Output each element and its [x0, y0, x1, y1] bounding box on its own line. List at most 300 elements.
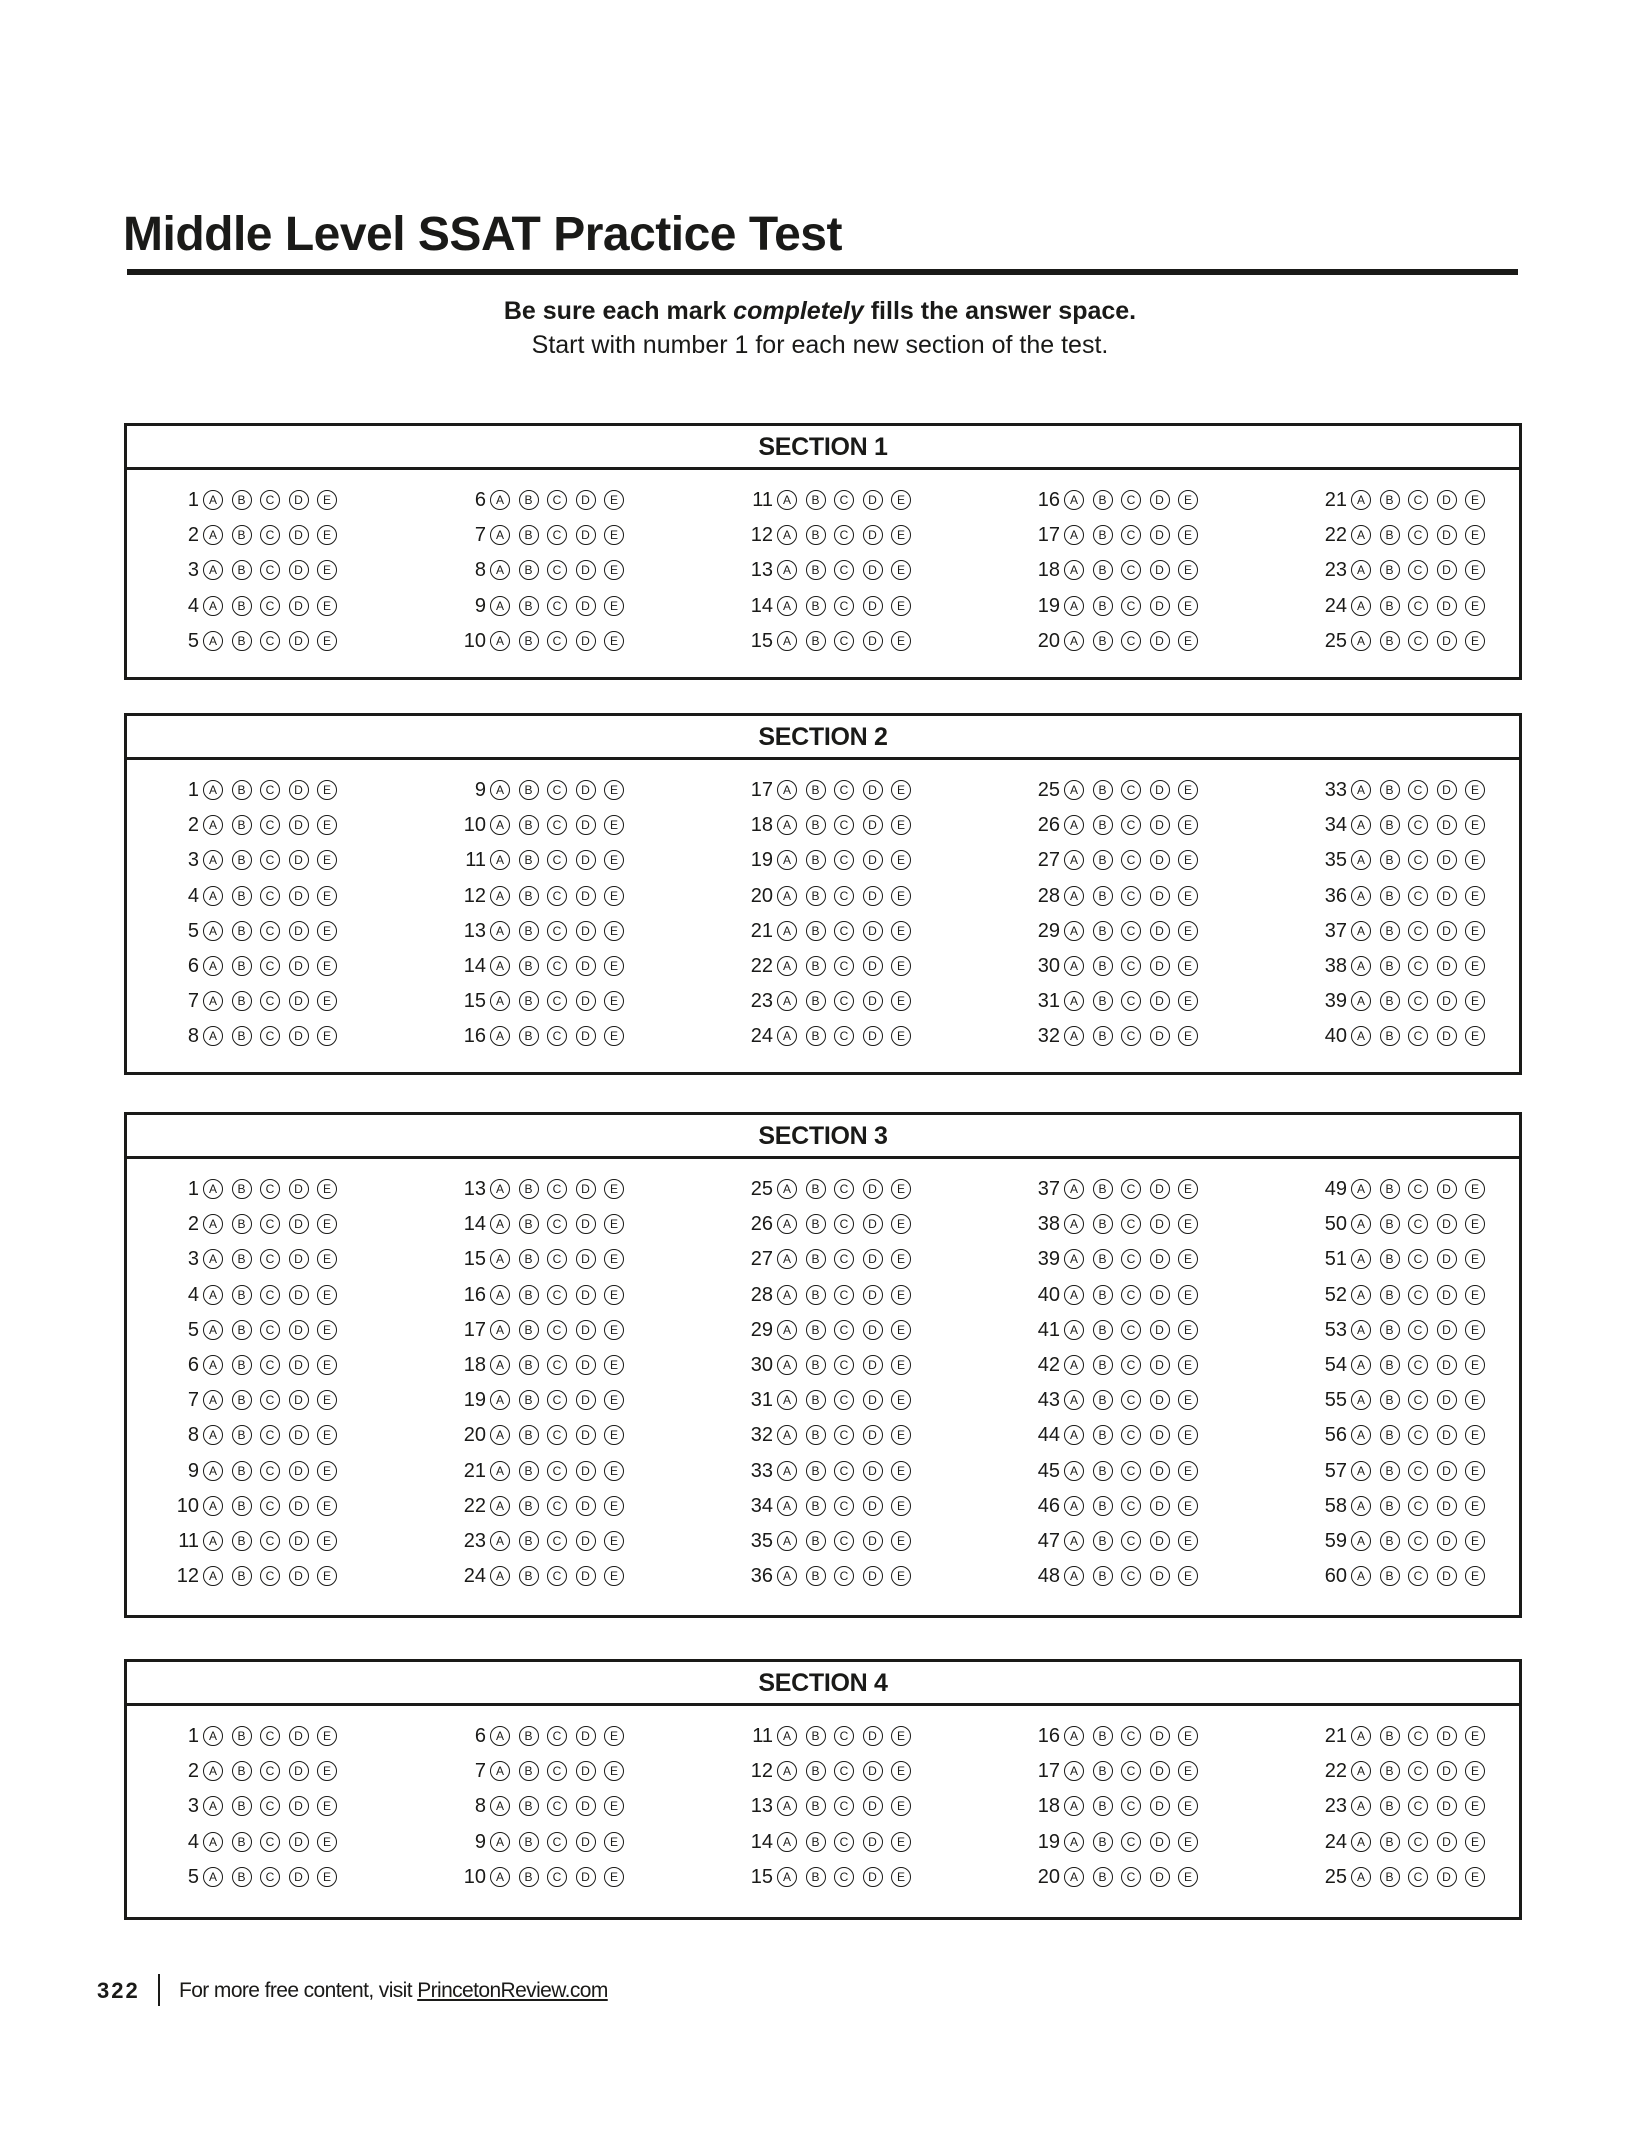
- answer-bubble-d[interactable]: D: [1150, 886, 1170, 906]
- answer-bubble-d[interactable]: D: [576, 1796, 596, 1816]
- answer-bubble-c[interactable]: C: [834, 815, 854, 835]
- answer-bubble-d[interactable]: D: [576, 1390, 596, 1410]
- answer-bubble-e[interactable]: E: [1178, 1179, 1198, 1199]
- answer-bubble-c[interactable]: C: [1121, 815, 1141, 835]
- answer-bubble-c[interactable]: C: [834, 525, 854, 545]
- answer-bubble-e[interactable]: E: [317, 1867, 337, 1887]
- answer-bubble-a[interactable]: A: [1351, 1179, 1371, 1199]
- answer-bubble-b[interactable]: B: [519, 1285, 539, 1305]
- answer-bubble-e[interactable]: E: [891, 1214, 911, 1234]
- answer-bubble-e[interactable]: E: [1178, 991, 1198, 1011]
- answer-bubble-b[interactable]: B: [232, 1179, 252, 1199]
- answer-bubble-d[interactable]: D: [289, 1355, 309, 1375]
- answer-bubble-d[interactable]: D: [289, 1320, 309, 1340]
- answer-bubble-c[interactable]: C: [1121, 490, 1141, 510]
- answer-bubble-c[interactable]: C: [1408, 1796, 1428, 1816]
- answer-bubble-a[interactable]: A: [490, 1796, 510, 1816]
- answer-bubble-b[interactable]: B: [519, 1026, 539, 1046]
- answer-bubble-b[interactable]: B: [806, 1249, 826, 1269]
- answer-bubble-a[interactable]: A: [490, 780, 510, 800]
- answer-bubble-d[interactable]: D: [1150, 1320, 1170, 1340]
- answer-bubble-a[interactable]: A: [1064, 921, 1084, 941]
- answer-bubble-b[interactable]: B: [806, 850, 826, 870]
- answer-bubble-b[interactable]: B: [1380, 886, 1400, 906]
- answer-bubble-b[interactable]: B: [1380, 1461, 1400, 1481]
- answer-bubble-b[interactable]: B: [232, 991, 252, 1011]
- answer-bubble-c[interactable]: C: [547, 815, 567, 835]
- answer-bubble-d[interactable]: D: [576, 780, 596, 800]
- answer-bubble-c[interactable]: C: [260, 1832, 280, 1852]
- answer-bubble-d[interactable]: D: [576, 631, 596, 651]
- answer-bubble-d[interactable]: D: [576, 596, 596, 616]
- answer-bubble-e[interactable]: E: [891, 1531, 911, 1551]
- answer-bubble-a[interactable]: A: [777, 596, 797, 616]
- answer-bubble-e[interactable]: E: [1465, 631, 1485, 651]
- answer-bubble-e[interactable]: E: [891, 560, 911, 580]
- answer-bubble-b[interactable]: B: [806, 956, 826, 976]
- answer-bubble-e[interactable]: E: [1465, 1249, 1485, 1269]
- answer-bubble-b[interactable]: B: [232, 886, 252, 906]
- answer-bubble-e[interactable]: E: [1178, 1249, 1198, 1269]
- answer-bubble-e[interactable]: E: [1465, 1832, 1485, 1852]
- answer-bubble-a[interactable]: A: [1064, 1179, 1084, 1199]
- answer-bubble-e[interactable]: E: [1465, 560, 1485, 580]
- answer-bubble-b[interactable]: B: [519, 1425, 539, 1445]
- answer-bubble-e[interactable]: E: [604, 1531, 624, 1551]
- answer-bubble-b[interactable]: B: [519, 921, 539, 941]
- answer-bubble-a[interactable]: A: [777, 560, 797, 580]
- answer-bubble-c[interactable]: C: [1408, 525, 1428, 545]
- answer-bubble-a[interactable]: A: [490, 991, 510, 1011]
- answer-bubble-a[interactable]: A: [777, 850, 797, 870]
- answer-bubble-b[interactable]: B: [519, 596, 539, 616]
- answer-bubble-b[interactable]: B: [1093, 1214, 1113, 1234]
- answer-bubble-e[interactable]: E: [604, 560, 624, 580]
- answer-bubble-a[interactable]: A: [1351, 525, 1371, 545]
- answer-bubble-e[interactable]: E: [1178, 631, 1198, 651]
- answer-bubble-e[interactable]: E: [604, 1320, 624, 1340]
- answer-bubble-a[interactable]: A: [1351, 1796, 1371, 1816]
- answer-bubble-d[interactable]: D: [1150, 850, 1170, 870]
- answer-bubble-d[interactable]: D: [863, 1531, 883, 1551]
- answer-bubble-e[interactable]: E: [317, 956, 337, 976]
- answer-bubble-b[interactable]: B: [1380, 921, 1400, 941]
- answer-bubble-e[interactable]: E: [891, 921, 911, 941]
- answer-bubble-e[interactable]: E: [317, 1761, 337, 1781]
- answer-bubble-e[interactable]: E: [604, 1285, 624, 1305]
- answer-bubble-e[interactable]: E: [891, 1461, 911, 1481]
- answer-bubble-b[interactable]: B: [1380, 1425, 1400, 1445]
- answer-bubble-b[interactable]: B: [1380, 1531, 1400, 1551]
- answer-bubble-d[interactable]: D: [576, 490, 596, 510]
- answer-bubble-a[interactable]: A: [490, 1285, 510, 1305]
- answer-bubble-c[interactable]: C: [1408, 1320, 1428, 1340]
- answer-bubble-d[interactable]: D: [576, 1832, 596, 1852]
- answer-bubble-c[interactable]: C: [1121, 596, 1141, 616]
- answer-bubble-a[interactable]: A: [777, 1796, 797, 1816]
- answer-bubble-b[interactable]: B: [1380, 525, 1400, 545]
- answer-bubble-d[interactable]: D: [863, 886, 883, 906]
- answer-bubble-c[interactable]: C: [1121, 1179, 1141, 1199]
- answer-bubble-d[interactable]: D: [1437, 1761, 1457, 1781]
- answer-bubble-e[interactable]: E: [604, 490, 624, 510]
- answer-bubble-a[interactable]: A: [1351, 1726, 1371, 1746]
- answer-bubble-b[interactable]: B: [1093, 1026, 1113, 1046]
- answer-bubble-b[interactable]: B: [1093, 850, 1113, 870]
- answer-bubble-b[interactable]: B: [232, 1726, 252, 1746]
- answer-bubble-e[interactable]: E: [891, 1249, 911, 1269]
- answer-bubble-d[interactable]: D: [1437, 1285, 1457, 1305]
- answer-bubble-e[interactable]: E: [1465, 1867, 1485, 1887]
- answer-bubble-b[interactable]: B: [1380, 1796, 1400, 1816]
- answer-bubble-c[interactable]: C: [1121, 1796, 1141, 1816]
- answer-bubble-c[interactable]: C: [1121, 1461, 1141, 1481]
- answer-bubble-a[interactable]: A: [777, 490, 797, 510]
- answer-bubble-e[interactable]: E: [1178, 850, 1198, 870]
- answer-bubble-c[interactable]: C: [260, 780, 280, 800]
- answer-bubble-d[interactable]: D: [1437, 921, 1457, 941]
- answer-bubble-a[interactable]: A: [203, 1461, 223, 1481]
- answer-bubble-e[interactable]: E: [1465, 1285, 1485, 1305]
- answer-bubble-b[interactable]: B: [1093, 921, 1113, 941]
- answer-bubble-d[interactable]: D: [863, 490, 883, 510]
- answer-bubble-b[interactable]: B: [806, 1285, 826, 1305]
- answer-bubble-c[interactable]: C: [834, 1214, 854, 1234]
- answer-bubble-a[interactable]: A: [1064, 1796, 1084, 1816]
- answer-bubble-b[interactable]: B: [806, 1355, 826, 1375]
- answer-bubble-b[interactable]: B: [519, 991, 539, 1011]
- answer-bubble-d[interactable]: D: [863, 1796, 883, 1816]
- answer-bubble-e[interactable]: E: [891, 1566, 911, 1586]
- answer-bubble-b[interactable]: B: [519, 886, 539, 906]
- answer-bubble-a[interactable]: A: [203, 1832, 223, 1852]
- answer-bubble-a[interactable]: A: [1351, 1496, 1371, 1516]
- answer-bubble-a[interactable]: A: [490, 1566, 510, 1586]
- answer-bubble-a[interactable]: A: [1064, 1531, 1084, 1551]
- answer-bubble-a[interactable]: A: [777, 815, 797, 835]
- answer-bubble-e[interactable]: E: [317, 1249, 337, 1269]
- answer-bubble-d[interactable]: D: [576, 1531, 596, 1551]
- answer-bubble-c[interactable]: C: [547, 1531, 567, 1551]
- answer-bubble-a[interactable]: A: [1351, 1761, 1371, 1781]
- answer-bubble-d[interactable]: D: [1437, 1249, 1457, 1269]
- answer-bubble-c[interactable]: C: [547, 1425, 567, 1445]
- answer-bubble-d[interactable]: D: [576, 560, 596, 580]
- answer-bubble-e[interactable]: E: [891, 956, 911, 976]
- answer-bubble-a[interactable]: A: [1064, 1425, 1084, 1445]
- answer-bubble-d[interactable]: D: [1437, 780, 1457, 800]
- answer-bubble-c[interactable]: C: [1408, 1285, 1428, 1305]
- answer-bubble-e[interactable]: E: [317, 1726, 337, 1746]
- answer-bubble-c[interactable]: C: [834, 1026, 854, 1046]
- answer-bubble-e[interactable]: E: [604, 631, 624, 651]
- answer-bubble-d[interactable]: D: [1437, 886, 1457, 906]
- answer-bubble-b[interactable]: B: [519, 1566, 539, 1586]
- answer-bubble-e[interactable]: E: [1178, 1726, 1198, 1746]
- answer-bubble-a[interactable]: A: [203, 956, 223, 976]
- answer-bubble-e[interactable]: E: [891, 1390, 911, 1410]
- answer-bubble-b[interactable]: B: [519, 1832, 539, 1852]
- answer-bubble-a[interactable]: A: [777, 525, 797, 545]
- answer-bubble-c[interactable]: C: [834, 921, 854, 941]
- answer-bubble-a[interactable]: A: [1064, 596, 1084, 616]
- answer-bubble-a[interactable]: A: [777, 921, 797, 941]
- answer-bubble-d[interactable]: D: [289, 1179, 309, 1199]
- answer-bubble-d[interactable]: D: [289, 1796, 309, 1816]
- answer-bubble-a[interactable]: A: [1351, 1285, 1371, 1305]
- answer-bubble-e[interactable]: E: [604, 850, 624, 870]
- answer-bubble-d[interactable]: D: [1437, 1320, 1457, 1340]
- answer-bubble-b[interactable]: B: [232, 596, 252, 616]
- answer-bubble-b[interactable]: B: [1093, 1796, 1113, 1816]
- answer-bubble-a[interactable]: A: [203, 1761, 223, 1781]
- answer-bubble-e[interactable]: E: [1465, 921, 1485, 941]
- answer-bubble-d[interactable]: D: [863, 1761, 883, 1781]
- answer-bubble-e[interactable]: E: [1465, 596, 1485, 616]
- answer-bubble-c[interactable]: C: [1121, 560, 1141, 580]
- answer-bubble-b[interactable]: B: [519, 631, 539, 651]
- answer-bubble-a[interactable]: A: [777, 1249, 797, 1269]
- answer-bubble-a[interactable]: A: [1064, 631, 1084, 651]
- answer-bubble-c[interactable]: C: [1121, 1285, 1141, 1305]
- answer-bubble-c[interactable]: C: [1121, 991, 1141, 1011]
- answer-bubble-c[interactable]: C: [834, 1761, 854, 1781]
- answer-bubble-b[interactable]: B: [232, 1832, 252, 1852]
- answer-bubble-b[interactable]: B: [1380, 1566, 1400, 1586]
- answer-bubble-e[interactable]: E: [1465, 1761, 1485, 1781]
- answer-bubble-c[interactable]: C: [1408, 1425, 1428, 1445]
- answer-bubble-b[interactable]: B: [232, 1390, 252, 1410]
- answer-bubble-a[interactable]: A: [490, 1425, 510, 1445]
- answer-bubble-e[interactable]: E: [317, 560, 337, 580]
- answer-bubble-c[interactable]: C: [1408, 1832, 1428, 1852]
- answer-bubble-a[interactable]: A: [490, 1179, 510, 1199]
- answer-bubble-c[interactable]: C: [547, 560, 567, 580]
- answer-bubble-a[interactable]: A: [1064, 1390, 1084, 1410]
- answer-bubble-a[interactable]: A: [490, 1320, 510, 1340]
- answer-bubble-c[interactable]: C: [260, 886, 280, 906]
- answer-bubble-b[interactable]: B: [1093, 1355, 1113, 1375]
- answer-bubble-b[interactable]: B: [232, 1285, 252, 1305]
- answer-bubble-d[interactable]: D: [1150, 1566, 1170, 1586]
- answer-bubble-b[interactable]: B: [519, 1355, 539, 1375]
- answer-bubble-b[interactable]: B: [1380, 596, 1400, 616]
- answer-bubble-a[interactable]: A: [1064, 1832, 1084, 1852]
- answer-bubble-e[interactable]: E: [317, 490, 337, 510]
- answer-bubble-b[interactable]: B: [232, 1796, 252, 1816]
- answer-bubble-a[interactable]: A: [1351, 886, 1371, 906]
- answer-bubble-d[interactable]: D: [289, 525, 309, 545]
- answer-bubble-a[interactable]: A: [1351, 1026, 1371, 1046]
- answer-bubble-b[interactable]: B: [806, 921, 826, 941]
- answer-bubble-b[interactable]: B: [232, 815, 252, 835]
- answer-bubble-b[interactable]: B: [806, 1726, 826, 1746]
- answer-bubble-c[interactable]: C: [1121, 956, 1141, 976]
- answer-bubble-d[interactable]: D: [863, 1320, 883, 1340]
- answer-bubble-a[interactable]: A: [203, 921, 223, 941]
- answer-bubble-a[interactable]: A: [203, 1496, 223, 1516]
- answer-bubble-b[interactable]: B: [1093, 1531, 1113, 1551]
- answer-bubble-e[interactable]: E: [604, 1179, 624, 1199]
- answer-bubble-a[interactable]: A: [777, 1285, 797, 1305]
- answer-bubble-b[interactable]: B: [1380, 1390, 1400, 1410]
- answer-bubble-e[interactable]: E: [604, 956, 624, 976]
- answer-bubble-c[interactable]: C: [260, 596, 280, 616]
- answer-bubble-b[interactable]: B: [806, 525, 826, 545]
- answer-bubble-a[interactable]: A: [777, 1761, 797, 1781]
- answer-bubble-a[interactable]: A: [1351, 1390, 1371, 1410]
- answer-bubble-e[interactable]: E: [604, 596, 624, 616]
- answer-bubble-b[interactable]: B: [1380, 560, 1400, 580]
- answer-bubble-b[interactable]: B: [1093, 596, 1113, 616]
- answer-bubble-d[interactable]: D: [576, 956, 596, 976]
- answer-bubble-b[interactable]: B: [1380, 815, 1400, 835]
- answer-bubble-d[interactable]: D: [289, 1425, 309, 1445]
- answer-bubble-e[interactable]: E: [891, 1867, 911, 1887]
- answer-bubble-b[interactable]: B: [519, 1390, 539, 1410]
- answer-bubble-d[interactable]: D: [289, 631, 309, 651]
- answer-bubble-c[interactable]: C: [547, 1461, 567, 1481]
- answer-bubble-b[interactable]: B: [519, 850, 539, 870]
- answer-bubble-b[interactable]: B: [519, 1726, 539, 1746]
- answer-bubble-a[interactable]: A: [1351, 815, 1371, 835]
- answer-bubble-e[interactable]: E: [317, 1496, 337, 1516]
- answer-bubble-b[interactable]: B: [232, 490, 252, 510]
- answer-bubble-d[interactable]: D: [1150, 815, 1170, 835]
- answer-bubble-e[interactable]: E: [604, 1355, 624, 1375]
- answer-bubble-a[interactable]: A: [1351, 631, 1371, 651]
- answer-bubble-e[interactable]: E: [604, 815, 624, 835]
- answer-bubble-c[interactable]: C: [547, 1867, 567, 1887]
- answer-bubble-c[interactable]: C: [1121, 1390, 1141, 1410]
- answer-bubble-a[interactable]: A: [203, 631, 223, 651]
- answer-bubble-b[interactable]: B: [806, 1320, 826, 1340]
- answer-bubble-d[interactable]: D: [289, 1249, 309, 1269]
- answer-bubble-e[interactable]: E: [604, 1566, 624, 1586]
- answer-bubble-a[interactable]: A: [203, 886, 223, 906]
- answer-bubble-e[interactable]: E: [604, 921, 624, 941]
- answer-bubble-a[interactable]: A: [203, 1249, 223, 1269]
- answer-bubble-c[interactable]: C: [547, 1285, 567, 1305]
- answer-bubble-b[interactable]: B: [232, 1214, 252, 1234]
- answer-bubble-a[interactable]: A: [490, 1726, 510, 1746]
- answer-bubble-a[interactable]: A: [1351, 921, 1371, 941]
- answer-bubble-e[interactable]: E: [891, 1285, 911, 1305]
- answer-bubble-a[interactable]: A: [1064, 525, 1084, 545]
- answer-bubble-c[interactable]: C: [260, 921, 280, 941]
- answer-bubble-a[interactable]: A: [490, 1249, 510, 1269]
- answer-bubble-c[interactable]: C: [1408, 631, 1428, 651]
- answer-bubble-c[interactable]: C: [260, 1531, 280, 1551]
- answer-bubble-c[interactable]: C: [260, 956, 280, 976]
- answer-bubble-a[interactable]: A: [1351, 850, 1371, 870]
- answer-bubble-c[interactable]: C: [1408, 1026, 1428, 1046]
- answer-bubble-d[interactable]: D: [576, 850, 596, 870]
- answer-bubble-a[interactable]: A: [777, 1867, 797, 1887]
- answer-bubble-c[interactable]: C: [834, 1461, 854, 1481]
- answer-bubble-c[interactable]: C: [260, 490, 280, 510]
- answer-bubble-a[interactable]: A: [203, 850, 223, 870]
- answer-bubble-a[interactable]: A: [490, 815, 510, 835]
- answer-bubble-d[interactable]: D: [1150, 1425, 1170, 1445]
- answer-bubble-b[interactable]: B: [806, 1796, 826, 1816]
- answer-bubble-e[interactable]: E: [1178, 921, 1198, 941]
- answer-bubble-d[interactable]: D: [289, 560, 309, 580]
- answer-bubble-e[interactable]: E: [891, 1496, 911, 1516]
- answer-bubble-e[interactable]: E: [1465, 886, 1485, 906]
- answer-bubble-e[interactable]: E: [317, 1425, 337, 1445]
- answer-bubble-a[interactable]: A: [490, 1496, 510, 1516]
- answer-bubble-a[interactable]: A: [1064, 815, 1084, 835]
- answer-bubble-d[interactable]: D: [1437, 1726, 1457, 1746]
- answer-bubble-b[interactable]: B: [1093, 1496, 1113, 1516]
- answer-bubble-d[interactable]: D: [863, 780, 883, 800]
- answer-bubble-c[interactable]: C: [1121, 850, 1141, 870]
- answer-bubble-a[interactable]: A: [490, 1531, 510, 1551]
- answer-bubble-e[interactable]: E: [1178, 1425, 1198, 1445]
- answer-bubble-a[interactable]: A: [1064, 1761, 1084, 1781]
- answer-bubble-b[interactable]: B: [232, 1496, 252, 1516]
- answer-bubble-c[interactable]: C: [547, 1026, 567, 1046]
- answer-bubble-e[interactable]: E: [317, 850, 337, 870]
- answer-bubble-c[interactable]: C: [1121, 1214, 1141, 1234]
- answer-bubble-c[interactable]: C: [1408, 921, 1428, 941]
- answer-bubble-b[interactable]: B: [806, 1390, 826, 1410]
- answer-bubble-e[interactable]: E: [891, 1425, 911, 1445]
- answer-bubble-e[interactable]: E: [604, 1249, 624, 1269]
- answer-bubble-a[interactable]: A: [1064, 1026, 1084, 1046]
- answer-bubble-c[interactable]: C: [547, 1796, 567, 1816]
- answer-bubble-d[interactable]: D: [576, 525, 596, 545]
- answer-bubble-d[interactable]: D: [289, 1390, 309, 1410]
- answer-bubble-d[interactable]: D: [1437, 1832, 1457, 1852]
- answer-bubble-d[interactable]: D: [1150, 1832, 1170, 1852]
- answer-bubble-a[interactable]: A: [1351, 1214, 1371, 1234]
- answer-bubble-c[interactable]: C: [547, 1320, 567, 1340]
- answer-bubble-c[interactable]: C: [1408, 1355, 1428, 1375]
- answer-bubble-d[interactable]: D: [1150, 1867, 1170, 1887]
- answer-bubble-d[interactable]: D: [863, 631, 883, 651]
- answer-bubble-c[interactable]: C: [547, 1832, 567, 1852]
- answer-bubble-c[interactable]: C: [834, 1320, 854, 1340]
- answer-bubble-b[interactable]: B: [232, 1566, 252, 1586]
- answer-bubble-d[interactable]: D: [289, 1566, 309, 1586]
- answer-bubble-d[interactable]: D: [1150, 560, 1170, 580]
- answer-bubble-a[interactable]: A: [490, 1867, 510, 1887]
- answer-bubble-d[interactable]: D: [863, 921, 883, 941]
- answer-bubble-d[interactable]: D: [1150, 1026, 1170, 1046]
- answer-bubble-a[interactable]: A: [490, 1390, 510, 1410]
- answer-bubble-b[interactable]: B: [1093, 1285, 1113, 1305]
- answer-bubble-c[interactable]: C: [547, 1249, 567, 1269]
- answer-bubble-a[interactable]: A: [203, 1390, 223, 1410]
- answer-bubble-b[interactable]: B: [232, 1461, 252, 1481]
- answer-bubble-c[interactable]: C: [260, 991, 280, 1011]
- answer-bubble-c[interactable]: C: [1121, 1531, 1141, 1551]
- answer-bubble-d[interactable]: D: [1150, 596, 1170, 616]
- answer-bubble-e[interactable]: E: [317, 886, 337, 906]
- answer-bubble-c[interactable]: C: [834, 1531, 854, 1551]
- answer-bubble-d[interactable]: D: [1437, 1026, 1457, 1046]
- answer-bubble-a[interactable]: A: [203, 1531, 223, 1551]
- answer-bubble-a[interactable]: A: [490, 1214, 510, 1234]
- answer-bubble-b[interactable]: B: [1380, 1249, 1400, 1269]
- answer-bubble-a[interactable]: A: [490, 1026, 510, 1046]
- answer-bubble-e[interactable]: E: [317, 1214, 337, 1234]
- answer-bubble-c[interactable]: C: [1121, 921, 1141, 941]
- answer-bubble-d[interactable]: D: [863, 1566, 883, 1586]
- answer-bubble-e[interactable]: E: [1178, 525, 1198, 545]
